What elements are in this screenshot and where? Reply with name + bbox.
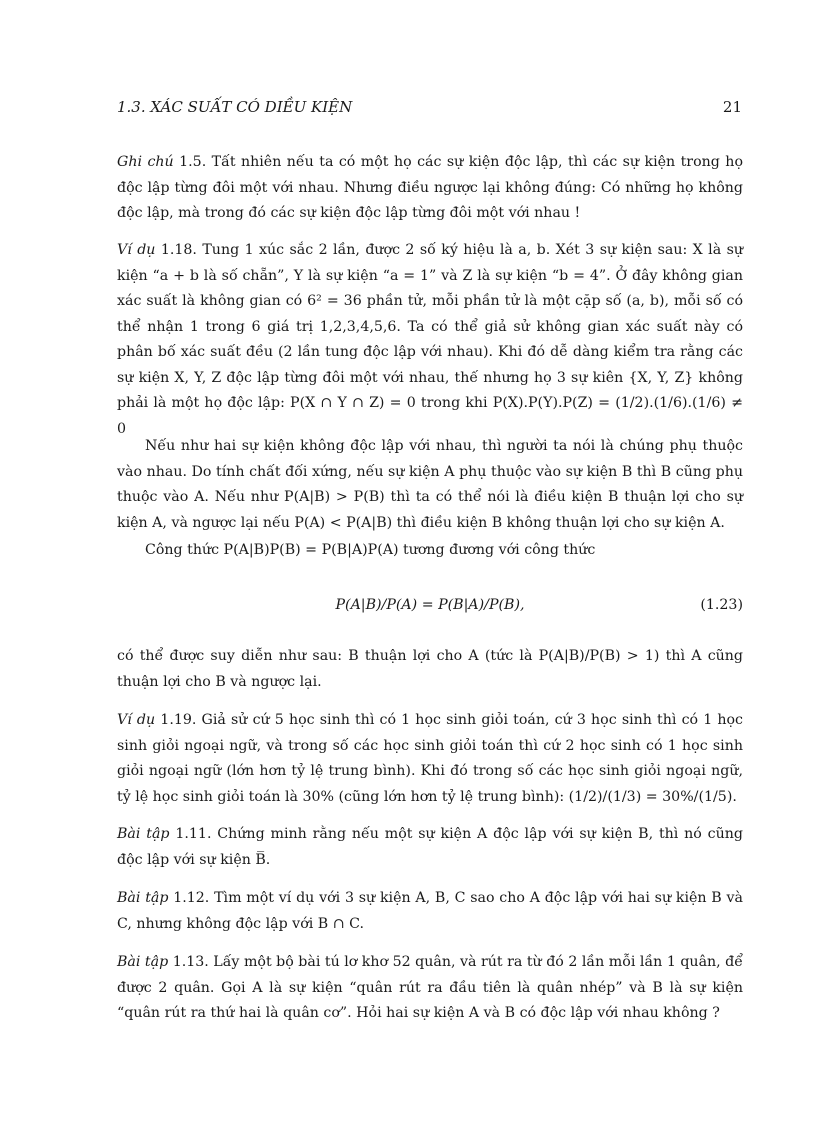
- block-text: 1.13. Lấy một bộ bài tú lơ khơ 52 quân, và rút ra từ đó 2 lần mỗi lần 1 quân, để được 2 quân. Gọi A là sự kiện “quân rút ra đầu tiên là quân nhép” và B là sự kiện “quân rút ra thứ hai là quân cơ”. Hỏi hai sự kiện A và B có độc lập với nhau không ?: [117, 954, 743, 1021]
- block-label: Ghi chú: [117, 154, 174, 170]
- block-label: Bài tập: [117, 826, 170, 842]
- exercise-1-11: [117, 822, 743, 873]
- block-label: Ví dụ: [117, 242, 156, 258]
- block-text: 1.12. Tìm một ví dụ với 3 sự kiện A, B, C sao cho A độc lập với hai sự kiện B và C, nhưng không độc lập với B ∩ C.: [117, 890, 743, 932]
- paragraph-formula-intro: [117, 538, 743, 564]
- paragraph-dependence: [117, 434, 743, 536]
- paragraph-formula-conclusion: [117, 644, 743, 695]
- block-label: Bài tập: [117, 954, 169, 970]
- page-number: 21: [722, 98, 742, 116]
- block-text: 1.19. Giả sử cứ 5 học sinh thì có 1 học sinh giỏi toán, cứ 3 học sinh thì có 1 học sinh giỏi ngoại ngữ, và trong số các học sinh giỏi toán thì cứ 2 học sinh có 1 học sinh giỏi ngoại ngữ (lớn hơn tỷ lệ trung bình). Khi đó trong số các học sinh giỏi ngoại ngữ, tỷ lệ học sinh giỏi toán là 30% (cũng lớn hơn tỷ lệ trung bình): (1/2)/(1/3) = 30%/(1/5).: [117, 712, 744, 805]
- block-text: có thể được suy diễn như sau: B thuận lợi cho A (tức là P(A|B)/P(B) > 1) thì A cũng thuận lợi cho B và ngược lại.: [117, 648, 743, 690]
- exercise-1-12: [117, 886, 743, 937]
- example-1-19: [117, 708, 743, 810]
- note-1-5: [117, 150, 743, 227]
- example-1-18: [117, 238, 743, 442]
- block-text: 1.11. Chứng minh rằng nếu một sự kiện A độc lập với sự kiện B, thì nó cũng độc lập với sự kiện B̅.: [117, 826, 743, 868]
- equation-number: (1.23): [700, 597, 743, 613]
- block-text: 1.5. Tất nhiên nếu ta có một họ các sự kiện độc lập, thì các sự kiện trong họ độc lập từng đôi một với nhau. Nhưng điều ngược lại không đúng: Có những họ không độc lập, mà trong đó các sự kiện độc lập từng đôi một với nhau !: [117, 154, 743, 221]
- block-text: Công thức P(A|B)P(B) = P(B|A)P(A) tương đương với công thức: [145, 542, 596, 558]
- block-label: Ví dụ: [117, 712, 156, 728]
- equation-formula: P(A|B)/P(A) = P(B|A)/P(B),: [335, 597, 525, 613]
- running-header: [117, 98, 742, 120]
- block-label: Bài tập: [117, 890, 169, 906]
- exercise-1-13: [117, 950, 743, 1027]
- equation-1-23: [117, 592, 743, 618]
- block-text: 1.18. Tung 1 xúc sắc 2 lần, được 2 số ký hiệu là a, b. Xét 3 sự kiện sau: X là sự kiện “a + b là số chẵn”, Y là sự kiện “a = 1” và Z là sự kiện “b = 4”. Ở đây không gian xác suất là không gian có 6² = 36 phần tử, mỗi phần tử là một cặp số (a, b), mỗi số có thể nhận 1 trong 6 giá trị 1,2,3,4,5,6. Ta có thể giả sử không gian xác suất này có phân bố xác suất đều (2 lần tung độc lập với nhau). Khi đó dễ dàng kiểm tra rằng các sự kiện X, Y, Z độc lập từng đôi một với nhau, thế nhưng họ 3 sự kiên {X, Y, Z} không phải là một họ độc lập: P(X ∩ Y ∩ Z) = 0 trong khi P(X).P(Y).P(Z) = (1/2).(1/6).(1/6) ≠ 0: [117, 242, 743, 437]
- block-text: Nếu như hai sự kiện không độc lập với nhau, thì người ta nói là chúng phụ thuộc vào nhau. Do tính chất đối xứng, nếu sự kiện A phụ thuộc vào sự kiện B thì B cũng phụ thuộc vào A. Nếu như P(A|B) > P(B) thì ta có thể nói là điều kiện B thuận lợi cho sự kiện A, và ngược lại nếu P(A) < P(A|B) thì điều kiện B không thuận lợi cho sự kiện A.: [117, 438, 743, 531]
- section-title: 1.3. XÁC SUẤT CÓ DIỀU KIỆN: [117, 98, 353, 116]
